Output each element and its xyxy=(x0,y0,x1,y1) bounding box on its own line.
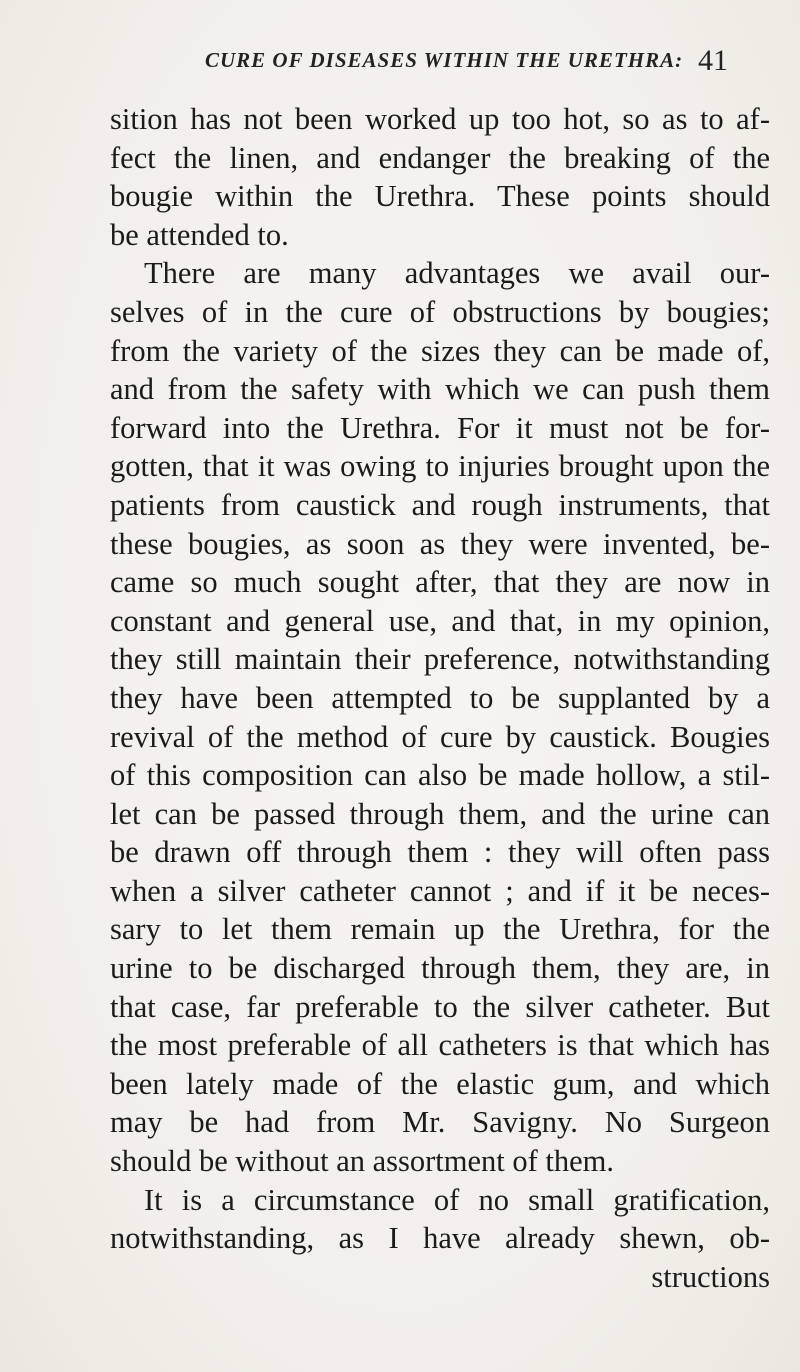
text-line: may be had from Mr. Savigny. No Surgeon xyxy=(110,1105,770,1140)
page-number: 41 xyxy=(698,44,728,77)
text-line: they still maintain their preference, notwithstanding xyxy=(110,642,770,677)
text-line: selves of in the cure of obstructions by bougies; xyxy=(110,294,770,329)
text-line: revival of the method of cure by caustick. Bougies xyxy=(110,719,770,754)
text-line: been lately made of the elastic gum, and which xyxy=(110,1066,770,1101)
text-line: that case, far preferable to the silver catheter. But xyxy=(110,989,770,1024)
text-line: the most preferable of all catheters is that which has xyxy=(110,1028,770,1063)
text-line: came so much sought after, that they are now in xyxy=(110,565,770,600)
text-line: patients from caustick and rough instruments, that xyxy=(110,487,770,522)
text-line: There are many advantages we avail our- xyxy=(144,256,770,291)
text-line: should be without an assortment of them. xyxy=(110,1144,615,1179)
running-head xyxy=(0,44,800,84)
text-line: sition has not been worked up too hot, so as to af- xyxy=(110,102,770,136)
catchword: structions xyxy=(651,1259,770,1294)
text-line: constant and general use, and that, in my opinion, xyxy=(110,603,770,638)
text-line: these bougies, as soon as they were invented, be- xyxy=(110,526,770,561)
text-line: they have been attempted to be supplanted by a xyxy=(110,680,770,715)
text-line: forward into the Urethra. For it must not be for- xyxy=(110,410,770,445)
text-line: be attended to. xyxy=(110,217,289,252)
text-line: fect the linen, and endanger the breaking of the xyxy=(110,140,770,175)
body-text xyxy=(110,100,770,1296)
text-line: of this composition can also be made hollow, a stil- xyxy=(110,758,770,793)
text-line: It is a circumstance of no small gratification, xyxy=(144,1182,770,1217)
text-line: sary to let them remain up the Urethra, for the xyxy=(110,912,770,947)
text-line: when a silver catheter cannot ; and if it be neces- xyxy=(110,873,770,908)
text-line: from the variety of the sizes they can be made of, xyxy=(110,333,770,368)
text-line: urine to be discharged through them, they are, in xyxy=(110,951,770,986)
text-line: notwithstanding, as I have already shewn, ob- xyxy=(110,1221,770,1256)
text-line: let can be passed through them, and the urine can xyxy=(110,796,770,831)
text-line: and from the safety with which we can push them xyxy=(110,372,770,407)
text-line: gotten, that it was owing to injuries brought upon the xyxy=(110,449,770,484)
text-line: be drawn off through them : they will often pass xyxy=(110,835,770,870)
running-title: CURE OF DISEASES WITHIN THE URETHRA: xyxy=(205,48,684,72)
text-line: bougie within the Urethra. These points should xyxy=(110,179,770,214)
